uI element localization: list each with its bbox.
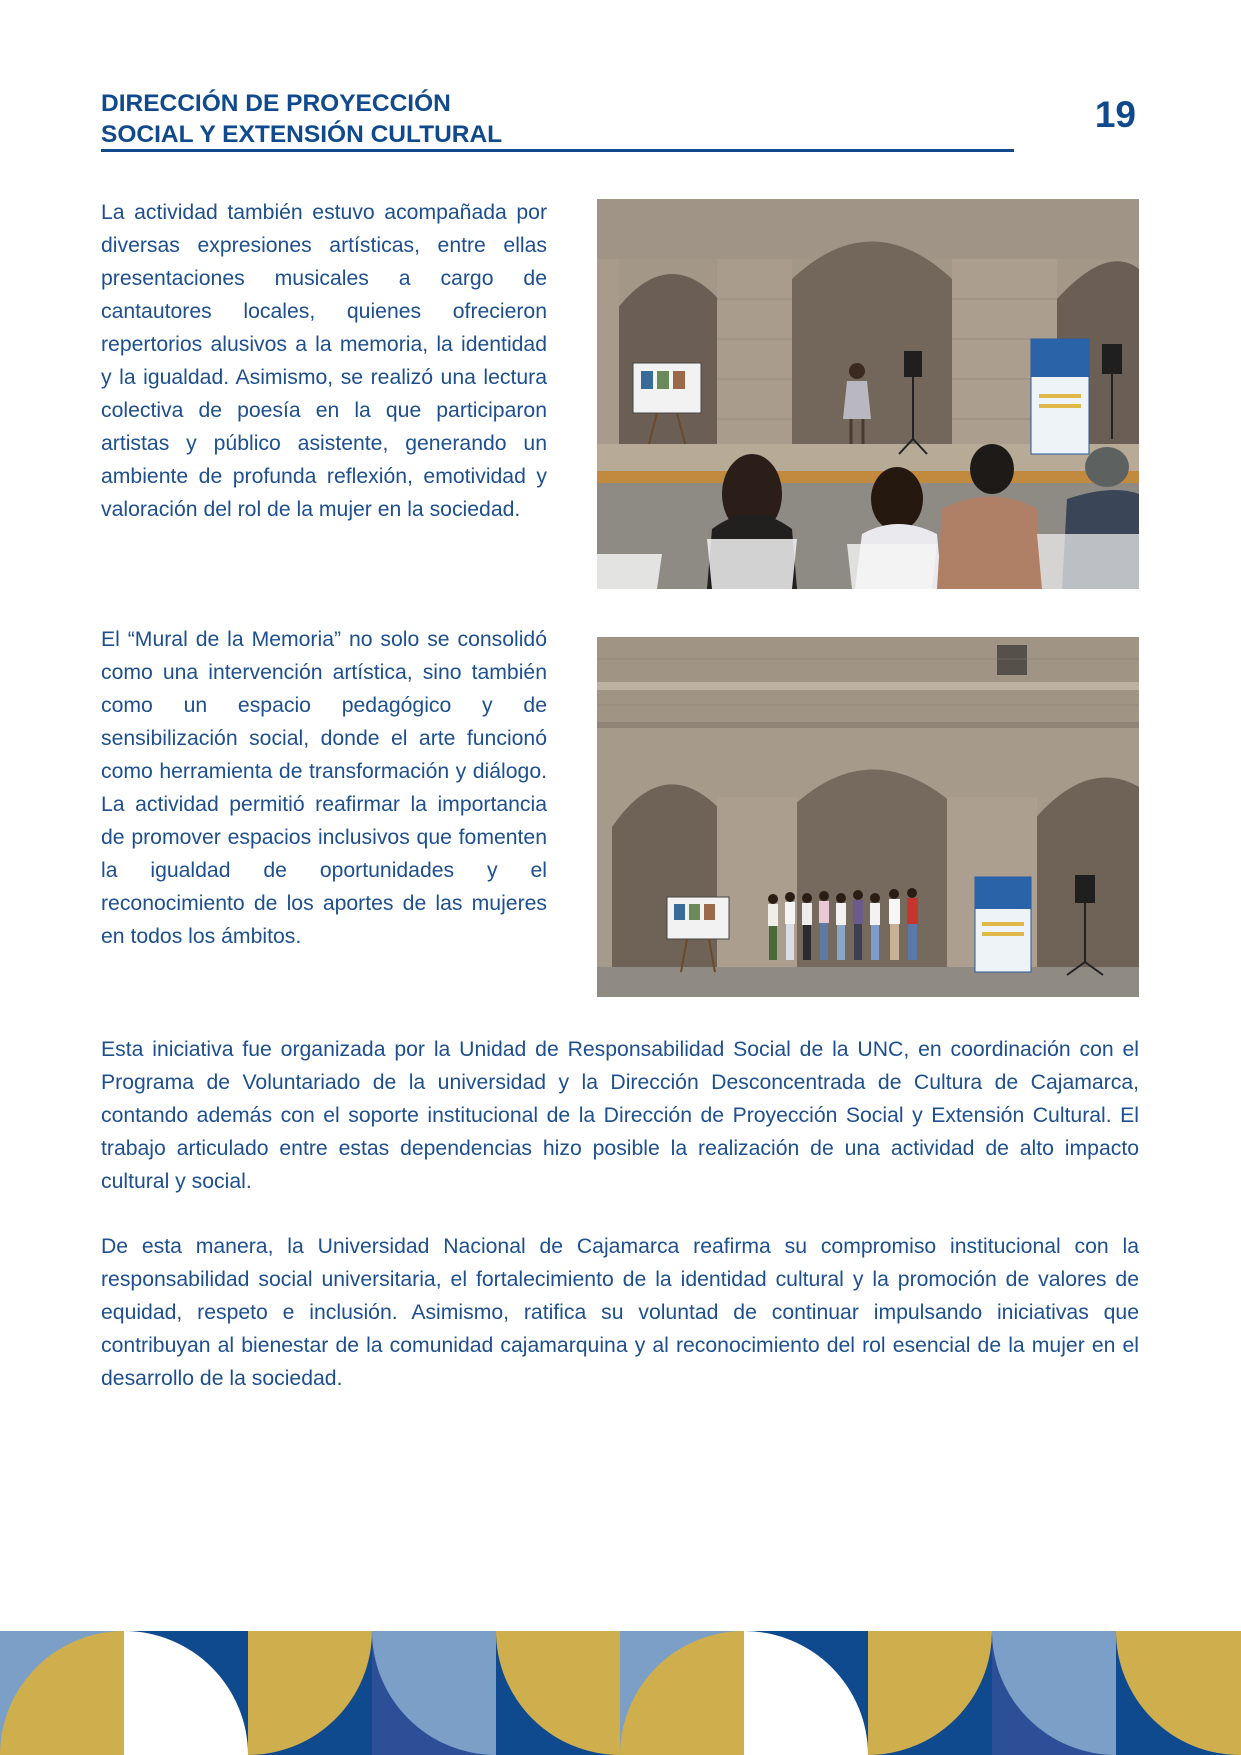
photo-performance [597,199,1139,589]
section-title-line-2: SOCIAL Y EXTENSIÓN CULTURAL [101,121,503,148]
photo-group [597,637,1139,997]
section-title [101,88,621,150]
paragraph-conclusion: De esta manera, la Universidad Nacional de Cajamarca reafirma su compromiso institucional con la responsabilidad social universitaria, el fortalecimiento de la identidad cultural y la promoción de valores de equidad, respeto e inclusión. Asimismo, ratifica su voluntad de continuar impulsando iniciativas que contribuyan al bienestar de la comunidad cajamarquina y al reconocimiento del rol esencial de la mujer en el desarrollo de la sociedad. [101,1235,1139,1390]
page-number: 19 [1094,94,1136,135]
photo-performance-illustration [597,199,1139,589]
photo-group-illustration [597,637,1139,997]
paragraph-mural-memoria: El “Mural de la Memoria” no solo se consolidó como una intervención artística, sino también como un espacio pedagógico y de sensibilización social, donde el arte funcionó como herramienta de transformación y diálogo. La actividad permitió reafirmar la importancia de promover espacios inclusivos que fomenten la igualdad de oportunidades y el reconocimiento de los aportes de las mujeres en todos los ámbitos. [101,628,547,948]
paragraph-organization: Esta iniciativa fue organizada por la Unidad de Responsabilidad Social de la UNC, en coordinación con el Programa de Voluntariado de la universidad y la Dirección Desconcentrada de Cultura de Cajamarca, contando además con el soporte institucional de la Dirección de Proyección Social y Extensión Cultural. El trabajo articulado entre estas dependencias hizo posible la realización de una actividad de alto impacto cultural y social. [101,1038,1139,1193]
paragraph-artistic-expressions: La actividad también estuvo acompañada por diversas expresiones artísticas, entre ellas presentaciones musicales a cargo de cantautores locales, quienes ofrecieron repertorios alusivos a la memoria, la identidad y la igualdad. Asimismo, se realizó una lectura colectiva de poesía en la que participaron artistas y público asistente, generando un ambiente de profunda reflexión, emotividad y valoración del rol de la mujer en la sociedad. [101,201,547,521]
decorative-footer [0,1631,1241,1755]
header-divider [101,149,1014,152]
footer-pattern [0,1631,1241,1755]
section-title-line-1: DIRECCIÓN DE PROYECCIÓN [101,90,451,117]
